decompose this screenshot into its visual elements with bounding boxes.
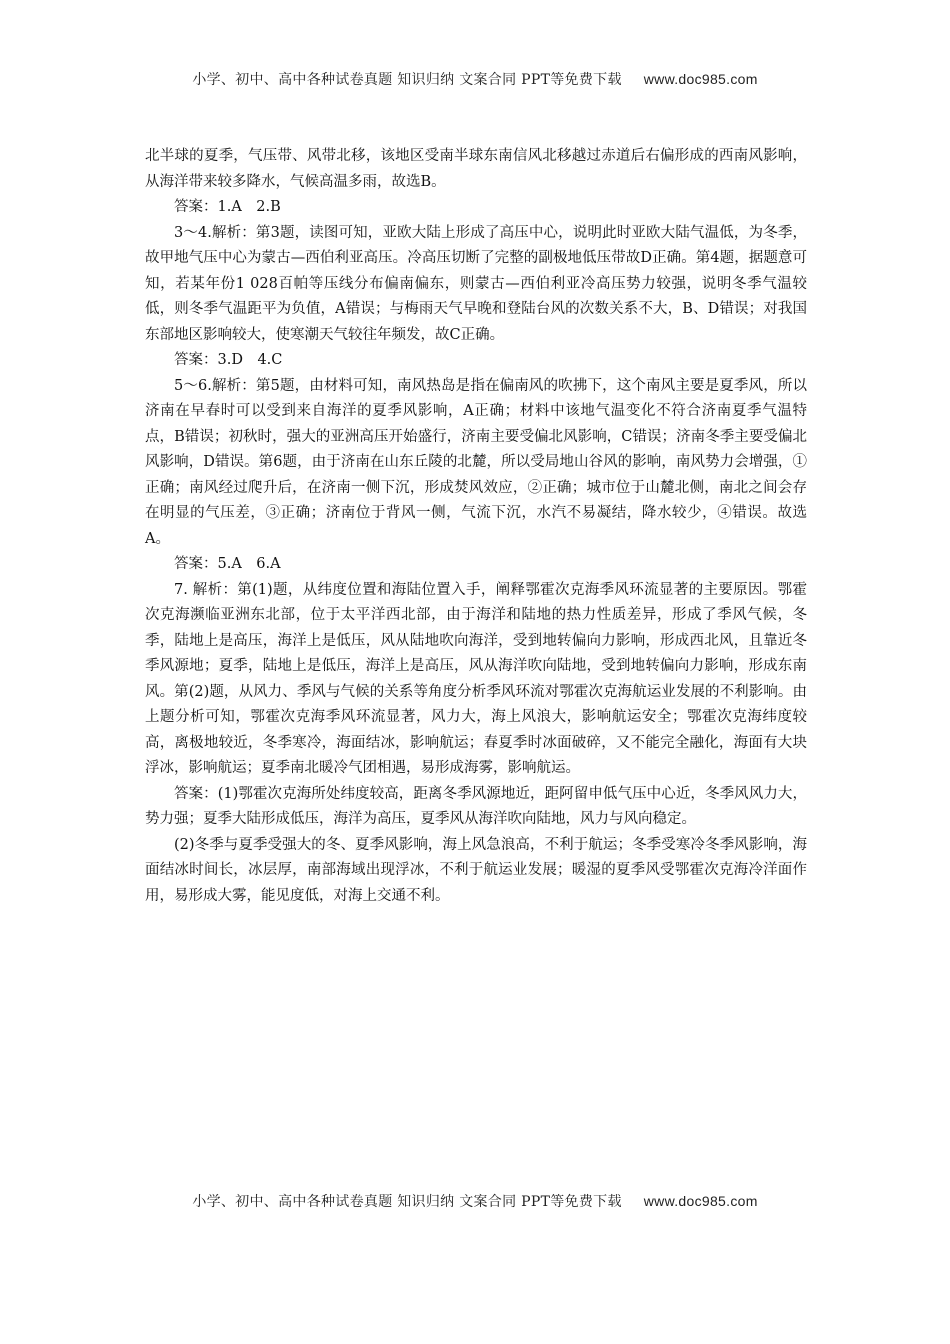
analysis-7: 7. 解析：第(1)题，从纬度位置和海陆位置入手，阐释鄂霍次克海季风环流显著的主要原因。鄂霍次克海濒临亚洲东北部，位于太平洋西北部，由于海洋和陆地的热力性质差异，形成了季风气候，冬季，陆地上是高压，海洋上是低压，风从陆地吹向海洋，受到地转偏向力影响，形成西北风，且靠近冬季风源地；夏季，陆地上是低压，海洋上是高压，风从海洋吹向陆地，受到地转偏向力影响，形成东南风。第(2)题，从风力、季风与气候的关系等角度分析季风环流对鄂霍次克海航运业发展的不利影响。由上题分析可知，鄂霍次克海季风环流显著，风力大，海上风浪大，影响航运安全；鄂霍次克海纬度较高，离极地较近，冬季寒冷，海面结冰，影响航运；春夏季时冰面破碎，又不能完全融化，海面有大块浮冰，影响航运；夏季南北暖冷气团相遇，易形成海雾，影响航运。 [145,581,807,776]
answer-7-part-2: (2)冬季与夏季受强大的冬、夏季风影响，海上风急浪高，不利于航运；冬季受寒冷冬季风影响，海面结冰时间长，冰层厚，南部海域出现浮冰，不利于航运业发展；暖湿的夏季风受鄂霍次克海冷洋面作用，易形成大雾，能见度低，对海上交通不利。 [145,836,807,904]
paragraph-continuation: 北半球的夏季，气压带、风带北移，该地区受南半球东南信风北移越过赤道后右偏形成的西南风影响，从海洋带来较多降水，气候高温多雨，故选B。 [145,148,807,190]
answer-3-4: 答案：3.D 4.C [174,352,283,368]
footer-text: 小学、初中、高中各种试卷真题 知识归纳 文案合同 PPT等免费下载 [192,1194,622,1210]
answer-7-part-1: 答案：(1)鄂霍次克海所处纬度较高，距离冬季风源地近，距阿留申低气压中心近，冬季风风力大，势力强；夏季大陆形成低压，海洋为高压，夏季风从海洋吹向陆地，风力与风向稳定。 [145,785,807,827]
header-text: 小学、初中、高中各种试卷真题 知识归纳 文案合同 PPT等免费下载 [192,72,622,88]
page-header [0,69,950,89]
document-body [145,144,807,909]
header-url[interactable]: www.doc985.com [643,71,758,87]
footer-url[interactable]: www.doc985.com [643,1193,758,1209]
analysis-5-6: 5～6.解析：第5题，由材料可知，南风热岛是指在偏南风的吹拂下，这个南风主要是夏季风，所以济南在早春时可以受到来自海洋的夏季风影响，A正确；材料中该地气温变化不符合济南夏季气温特点，B错误；初秋时，强大的亚洲高压开始盛行，济南主要受偏北风影响，C错误；济南冬季主要受偏北风影响，D错误。第6题，由于济南在山东丘陵的北麓，所以受局地山谷风的影响，南风势力会增强，①正确；南风经过爬升后，在济南一侧下沉，形成焚风效应，②正确；城市位于山麓北侧，南北之间会存在明显的气压差，③正确；济南位于背风一侧，气流下沉，水汽不易凝结，降水较少，④错误。故选A。 [145,377,807,547]
analysis-3-4: 3～4.解析：第3题，读图可知，亚欧大陆上形成了高压中心，说明此时亚欧大陆气温低，为冬季，故甲地气压中心为蒙古—西伯利亚高压。冷高压切断了完整的副极地低压带故D正确。第4题，据题意可知，若某年份1 028百帕等压线分布偏南偏东，则蒙古—西伯利亚冷高压势力较强，说明冬季气温较低，则冬季气温距平为负值，A错误；与梅雨天气早晚和登陆台风的次数关系不大，B、D错误；对我国东部地区影响较大，使寒潮天气较往年频发，故C正确。 [145,224,807,343]
answer-5-6: 答案：5.A 6.A [174,556,281,572]
answer-1-2: 答案：1.A 2.B [174,199,281,215]
page-footer [0,1191,950,1211]
